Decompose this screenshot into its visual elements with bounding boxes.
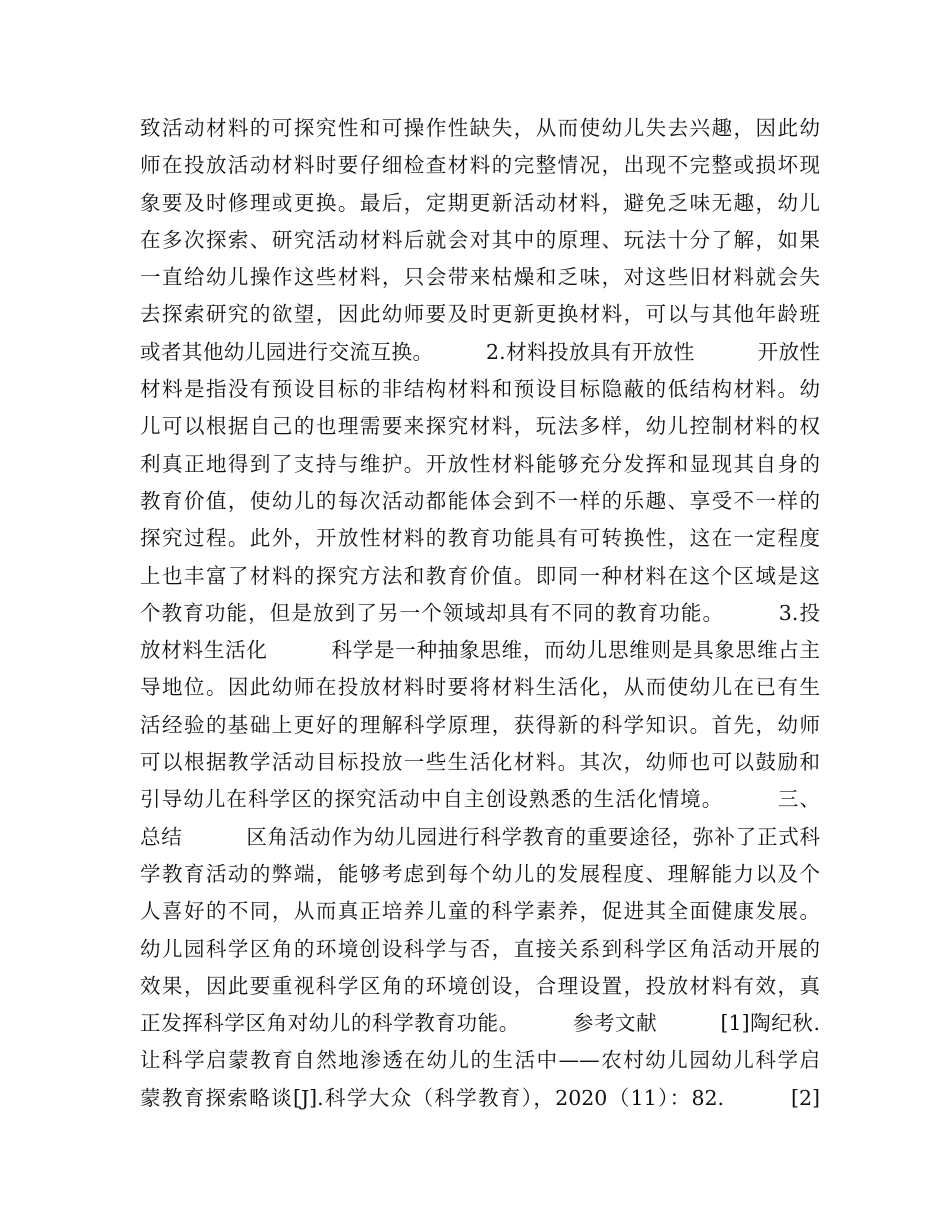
- text-line: 正发挥科学区角对幼儿的科学教育功能。 参考文献 [1]陶纪秋.: [140, 1011, 820, 1036]
- text-line: 个教育功能，但是放到了另一个领域却具有不同的教育功能。 3.投: [140, 600, 820, 625]
- text-line: 蒙教育探索略谈[J].科学大众（科学教育），2020（11）：82. [2]: [140, 1085, 820, 1110]
- text-line: 学教育活动的弊端，能够考虑到每个幼儿的发展程度、理解能力以及个: [140, 861, 820, 886]
- text-line: 材料是指没有预设目标的非结构材料和预设目标隐蔽的低结构材料。幼: [140, 377, 820, 402]
- text-line: 一直给幼儿操作这些材料，只会带来枯燥和乏味，对这些旧材料就会失: [140, 265, 820, 290]
- text-line: 利真正地得到了支持与维护。开放性材料能够充分发挥和显现其自身的: [140, 451, 820, 476]
- text-line: 总结 区角活动作为幼儿园进行科学教育的重要途径，弥补了正式科: [140, 824, 820, 849]
- text-line: 教育价值，使幼儿的每次活动都能体会到不一样的乐趣、享受不一样的: [140, 488, 820, 513]
- text-line: 导地位。因此幼师在投放材料时要将材料生活化，从而使幼儿在已有生: [140, 675, 820, 700]
- text-line: 引导幼儿在科学区的探究活动中自主创设熟悉的生活化情境。 三、: [140, 787, 820, 812]
- text-line: 儿可以根据自己的也理需要来探究材料，玩法多样，幼儿控制材料的权: [140, 414, 820, 439]
- text-line: 活经验的基础上更好的理解科学原理，获得新的科学知识。首先，幼师: [140, 712, 820, 737]
- text-line: 效果，因此要重视科学区角的环境创设，合理设置，投放材料有效，真: [140, 973, 820, 998]
- text-line: 去探索研究的欲望，因此幼师要及时更新更换材料，可以与其他年龄班: [140, 302, 820, 327]
- text-line: 探究过程。此外，开放性材料的教育功能具有可转换性，这在一定程度: [140, 526, 820, 551]
- text-line: 师在投放活动材料时要仔细检查材料的完整情况，出现不完整或损坏现: [140, 153, 820, 178]
- text-line: 可以根据教学活动目标投放一些生活化材料。其次，幼师也可以鼓励和: [140, 750, 820, 775]
- text-line: 让科学启蒙教育自然地渗透在幼儿的生活中——农村幼儿园幼儿科学启: [140, 1048, 820, 1073]
- text-line: 象要及时修理或更换。最后，定期更新活动材料，避免乏味无趣，幼儿: [140, 190, 820, 215]
- text-line: 或者其他幼儿园进行交流互换。 2.材料投放具有开放性 开放性: [140, 339, 820, 364]
- text-line: 放材料生活化 科学是一种抽象思维，而幼儿思维则是具象思维占主: [140, 638, 820, 663]
- text-line: 致活动材料的可探究性和可操作性缺失，从而使幼儿失去兴趣，因此幼: [140, 116, 820, 140]
- text-line: 幼儿园科学区角的环境创设科学与否，直接关系到科学区角活动开展的: [140, 936, 820, 961]
- text-line: 在多次探索、研究活动材料后就会对其中的原理、玩法十分了解，如果: [140, 227, 820, 252]
- text-line: 上也丰富了材料的探究方法和教育价值。即同一种材料在这个区域是这: [140, 563, 820, 588]
- body-text: [140, 110, 820, 1117]
- text-line: 人喜好的不同，从而真正培养儿童的科学素养，促进其全面健康发展。: [140, 899, 820, 924]
